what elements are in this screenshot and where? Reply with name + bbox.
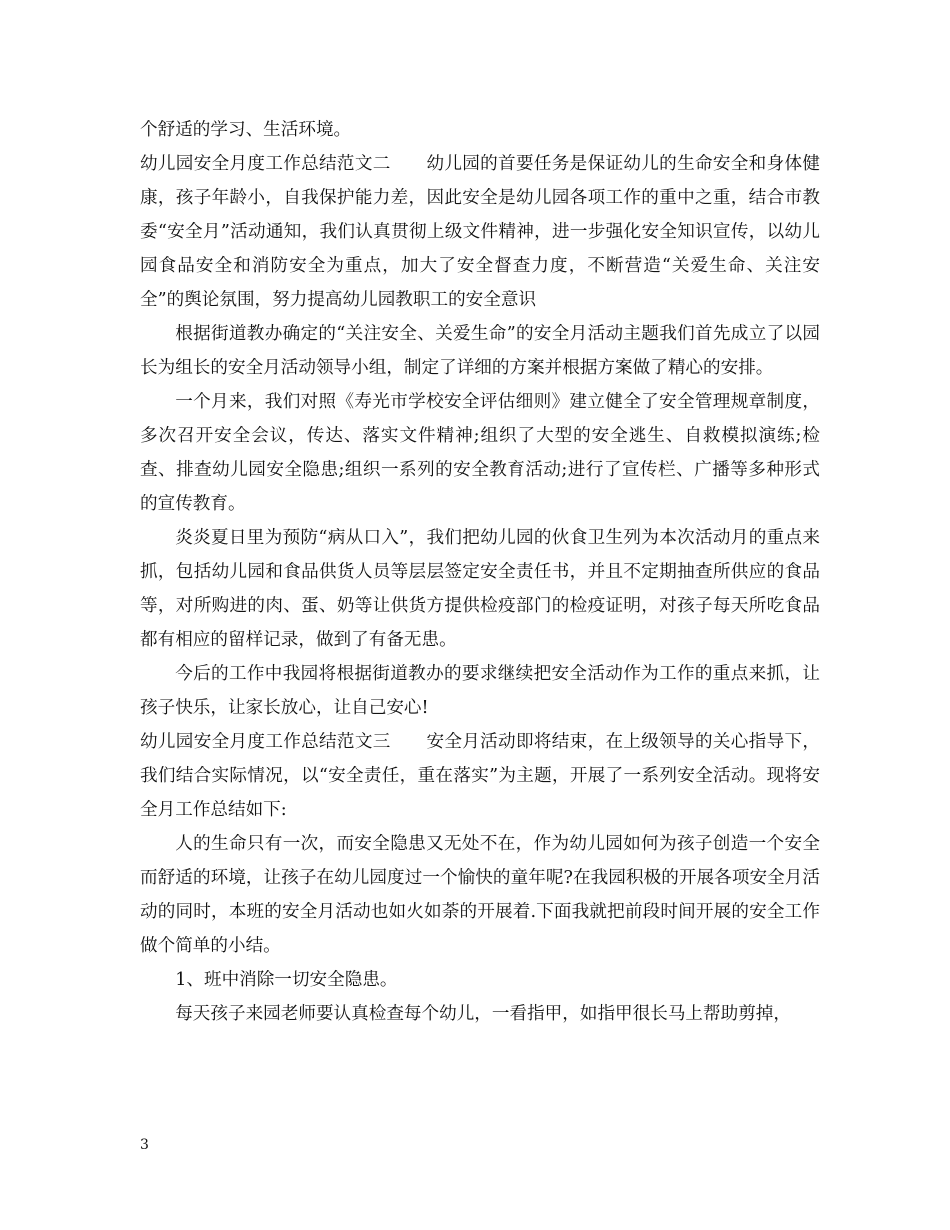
paragraph-6: 今后的工作中我园将根据街道教办的要求继续把安全活动作为工作的重点来抓，让孩子快乐，让家长放心，让自己安心! (140, 664, 820, 718)
document-body (140, 113, 820, 1031)
paragraph-1: 个舒适的学习、生活环境。 (140, 120, 352, 140)
paragraph-8: 人的生命只有一次，而安全隐患又无处不在，作为幼儿园如何为孩子创造一个安全而舒适的环境，让孩子在幼儿园度过一个愉快的童年呢?在我园积极的开展各项安全月活动的同时，本班的安全月活动也如火如荼的开展着.下面我就把前段时间开展的安全工作做个简单的小结。 (140, 834, 820, 956)
paragraph-2: 幼儿园安全月度工作总结范文二 幼儿园的首要任务是保证幼儿的生命安全和身体健康，孩子年龄小，自我保护能力差，因此安全是幼儿园各项工作的重中之重，结合市教委“安全月”活动通知，我们认真贯彻上级文件精神，进一步强化安全知识宣传，以幼儿园食品安全和消防安全为重点，加大了安全督查力度，不断营造“关爱生命、关注安全”的舆论氛围，努力提高幼儿园教职工的安全意识 (140, 154, 820, 310)
paragraph-3: 根据街道教办确定的“关注安全、关爱生命”的安全月活动主题我们首先成立了以园长为组长的安全月活动领导小组，制定了详细的方案并根据方案做了精心的安排。 (140, 324, 820, 378)
paragraph-7: 幼儿园安全月度工作总结范文三 安全月活动即将结束，在上级领导的关心指导下，我们结合实际情况，以“安全责任，重在落实”为主题，开展了一系列安全活动。现将安全月工作总结如下: (140, 732, 820, 820)
page-number: 3 (140, 1137, 149, 1153)
paragraph-10: 每天孩子来园老师要认真检查每个幼儿，一看指甲，如指甲很长马上帮助剪掉， (175, 1004, 791, 1024)
paragraph-5: 炎炎夏日里为预防“病从口入”，我们把幼儿园的伙食卫生列为本次活动月的重点来抓，包括幼儿园和食品供货人员等层层签定安全责任书，并且不定期抽查所供应的食品等，对所购进的肉、蛋、奶等让供货方提供检疫部门的检疫证明，对孩子每天所吃食品都有相应的留样记录，做到了有备无患。 (140, 528, 820, 650)
paragraph-4: 一个月来，我们对照《寿光市学校安全评估细则》建立健全了安全管理规章制度，多次召开安全会议，传达、落实文件精神;组织了大型的安全逃生、自救模拟演练;检查、排查幼儿园安全隐患;组织一系列的安全教育活动;进行了宣传栏、广播等多种形式的宣传教育。 (140, 392, 820, 514)
paragraph-9: 1、班中消除一切安全隐患。 (175, 970, 398, 990)
